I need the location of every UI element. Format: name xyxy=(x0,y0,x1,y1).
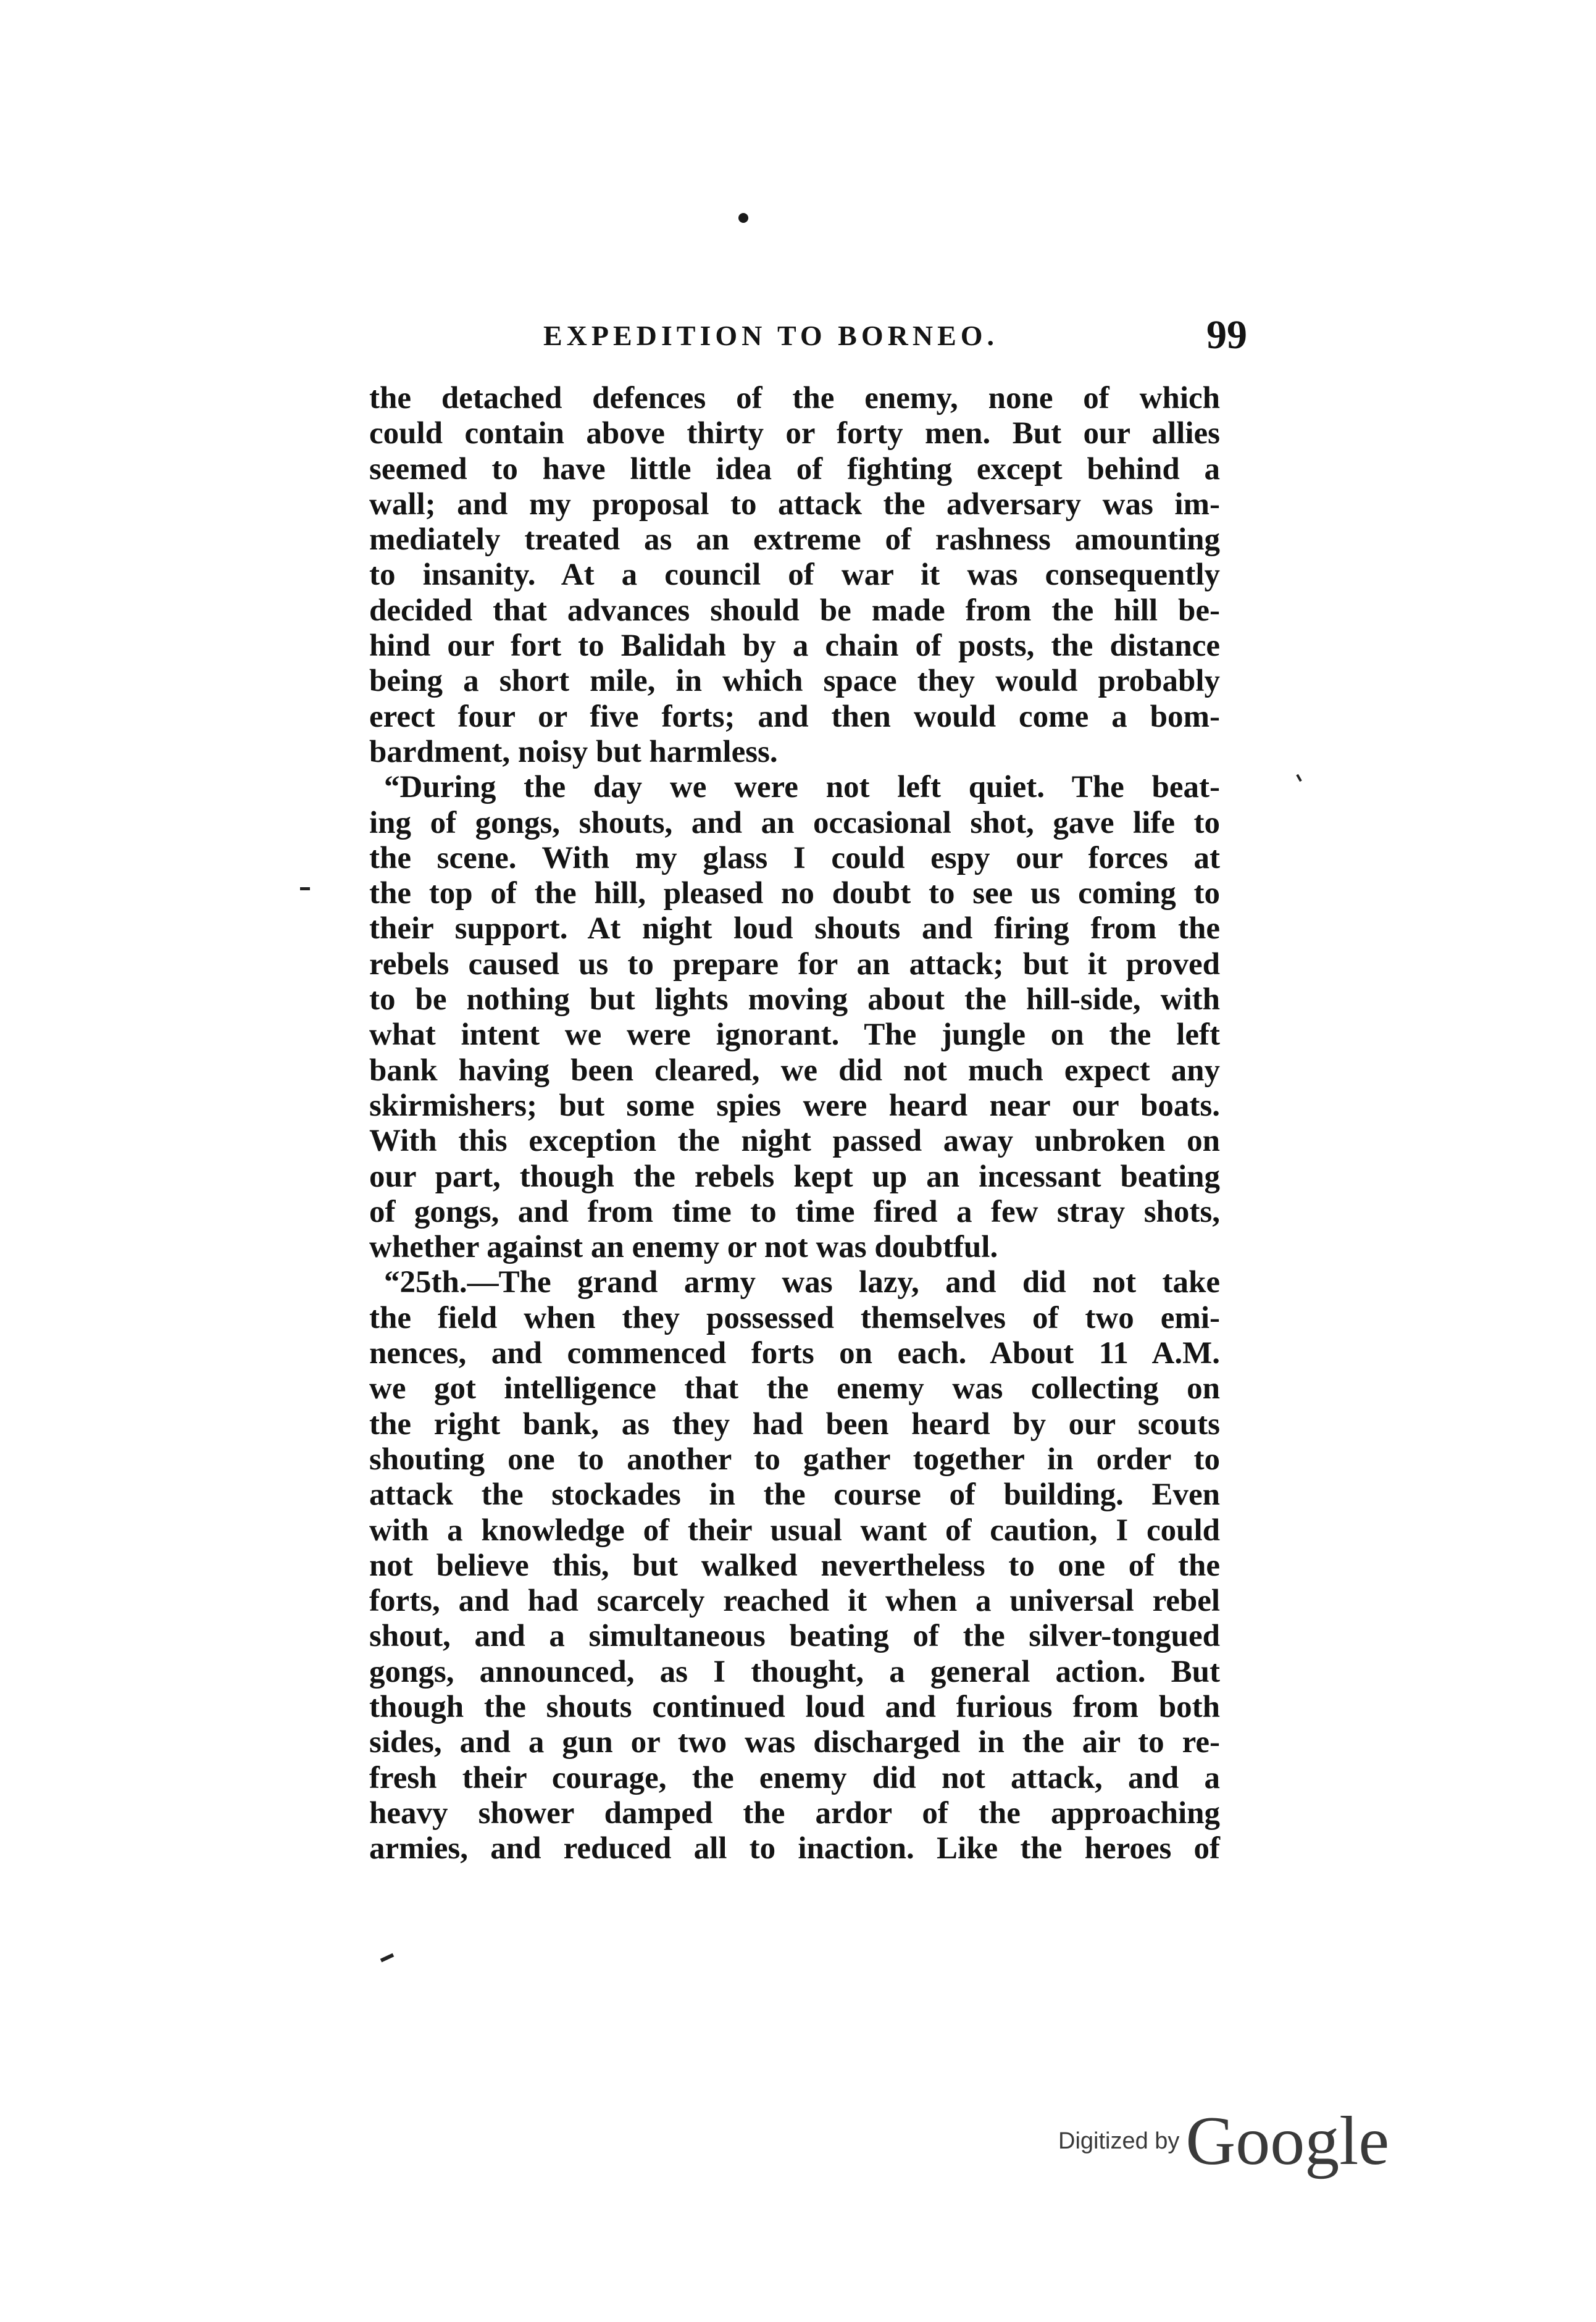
page-header xyxy=(543,312,1247,361)
text-line: whether against an enemy or not was doubtful. xyxy=(369,1230,998,1265)
text-line: their support. At night loud shouts and firing from the xyxy=(369,911,1220,946)
text-line: ing of gongs, shouts, and an occasional shot, gave life to xyxy=(369,805,1220,840)
text-line: skirmishers; but some spies were heard near our boats. xyxy=(369,1088,1220,1123)
text-line: to be nothing but lights moving about the hill-side, with xyxy=(369,982,1220,1017)
text-line: gongs, announced, as I thought, a general action. But xyxy=(369,1654,1220,1689)
text-line: could contain above thirty or forty men. But our allies xyxy=(369,416,1220,451)
ink-dot xyxy=(738,213,748,223)
text-line: mediately treated as an extreme of rashness amounting xyxy=(369,522,1220,558)
text-line: seemed to have little idea of fighting except behind a xyxy=(369,451,1220,487)
text-line: With this exception the night passed away unbroken on xyxy=(369,1124,1220,1159)
digitized-by-label: Digitized by xyxy=(1058,2128,1180,2154)
text-line: “25th.—The grand army was lazy, and did not take xyxy=(384,1265,1220,1300)
text-line: erect four or five forts; and then would come a bom- xyxy=(369,699,1220,734)
page-number: 99 xyxy=(1206,312,1247,357)
text-line: the scene. With my glass I could espy our forces at xyxy=(369,840,1220,875)
text-line: being a short mile, in which space they would probably xyxy=(369,664,1220,699)
text-line: our part, though the rebels kept up an incessant beating xyxy=(369,1159,1220,1194)
text-line: wall; and my proposal to attack the adversary was im- xyxy=(369,487,1220,522)
text-line: the field when they possessed themselves of two emi- xyxy=(369,1300,1220,1335)
text-line: “During the day we were not left quiet. The beat- xyxy=(384,770,1220,805)
margin-mark xyxy=(300,887,310,890)
text-line: to insanity. At a council of war it was consequently xyxy=(369,558,1220,593)
text-line: shouting one to another to gather together in order to xyxy=(369,1442,1220,1477)
margin-mark xyxy=(1296,774,1301,782)
text-line: what intent we were ignorant. The jungle on the left xyxy=(369,1017,1220,1053)
text-line: forts, and had scarcely reached it when a universal rebel xyxy=(369,1584,1220,1619)
digitized-by-google-watermark xyxy=(1058,2102,1389,2181)
text-line: the top of the hill, pleased no doubt to see us coming to xyxy=(369,876,1220,911)
text-line: fresh their courage, the enemy did not attack, and a xyxy=(369,1760,1220,1795)
text-line: though the shouts continued loud and furious from both xyxy=(369,1689,1220,1724)
text-line: hind our fort to Balidah by a chain of posts, the distance xyxy=(369,629,1220,664)
text-line: bank having been cleared, we did not much expect any xyxy=(369,1053,1220,1088)
text-line: the detached defences of the enemy, none of which xyxy=(369,381,1220,416)
margin-mark xyxy=(380,1953,394,1963)
body-text xyxy=(369,381,1220,1866)
text-line: sides, and a gun or two was discharged in the air to re- xyxy=(369,1725,1220,1760)
text-line: heavy shower damped the ardor of the approaching xyxy=(369,1795,1220,1831)
text-line: armies, and reduced all to inaction. Like the heroes of xyxy=(369,1831,1220,1866)
text-line: of gongs, and from time to time fired a few stray shots, xyxy=(369,1194,1220,1229)
text-line: with a knowledge of their usual want of caution, I could xyxy=(369,1513,1220,1548)
text-line: decided that advances should be made from the hill be- xyxy=(369,593,1220,628)
text-line: the right bank, as they had been heard by our scouts xyxy=(369,1406,1220,1442)
running-title: EXPEDITION TO BORNEO. xyxy=(543,320,999,351)
text-line: rebels caused us to prepare for an attack; but it proved xyxy=(369,946,1220,982)
text-line: nences, and commenced forts on each. About 11 A.M. xyxy=(369,1336,1220,1371)
text-line: we got intelligence that the enemy was collecting on xyxy=(369,1371,1220,1406)
google-wordmark: Google xyxy=(1185,2103,1390,2179)
text-line: shout, and a simultaneous beating of the silver-tongued xyxy=(369,1619,1220,1654)
text-line: bardment, noisy but harmless. xyxy=(369,734,778,769)
text-line: attack the stockades in the course of building. Even xyxy=(369,1477,1220,1513)
text-line: not believe this, but walked nevertheless to one of the xyxy=(369,1548,1220,1583)
